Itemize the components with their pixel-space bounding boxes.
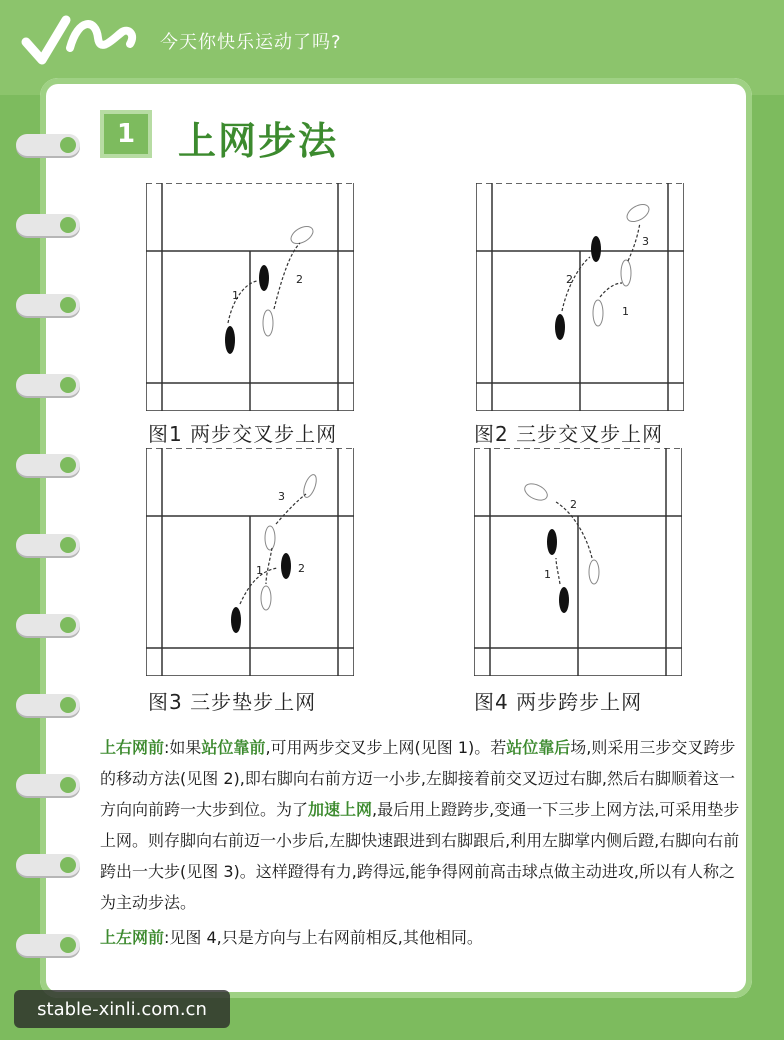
binder-ring — [16, 694, 80, 716]
step-label-2: 2 — [298, 562, 305, 575]
step-label-1: 1 — [232, 289, 239, 302]
figure-4-caption: 图4 两步跨步上网 — [474, 690, 643, 714]
footprint-icon — [231, 473, 319, 633]
binder-ring — [16, 774, 80, 796]
paragraph-highlight: 站位靠前 — [201, 738, 266, 757]
paragraph-text: :见图 4,只是方向与上右网前相反,其他相同。 — [164, 928, 483, 947]
paragraph-text: 场,则采用三步交叉跨步的移动方法(见图 2),即右脚向右前方迈一小步,左脚接着前交叉迈过右脚,然后右脚顺着这一方向向前跨一大步到位。为了 — [100, 738, 736, 819]
body-text — [100, 732, 740, 957]
section-title: 上网步法 — [178, 119, 339, 163]
section-number-badge: 1 — [100, 110, 152, 158]
figure-2-caption: 图2 三步交叉步上网 — [474, 422, 664, 446]
paragraph-right-net — [100, 732, 740, 918]
binder-ring — [16, 614, 80, 636]
checkmark-logo-icon — [18, 8, 148, 68]
figure-2-court-diagram — [476, 183, 684, 411]
step-label-1: 1 — [622, 305, 629, 318]
footprint-icon — [522, 481, 599, 613]
paragraph-text: ,可用两步交叉步上网(见图 1)。若 — [265, 738, 507, 757]
paragraph-text: :如果 — [164, 738, 202, 757]
binder-ring — [16, 294, 80, 316]
figure-1-caption: 图1 两步交叉步上网 — [148, 422, 338, 446]
figure-1-court-diagram — [146, 183, 354, 411]
footprint-icon — [555, 201, 652, 340]
binder-ring — [16, 534, 80, 556]
paragraph-highlight: 站位靠后 — [506, 738, 571, 757]
paragraph-lead: 上左网前 — [100, 928, 165, 947]
binder-ring — [16, 134, 80, 156]
step-label-3: 3 — [278, 490, 285, 503]
step-label-1: 1 — [256, 564, 263, 577]
paragraph-highlight: 加速上网 — [308, 800, 373, 819]
figure-4-court-diagram — [474, 448, 682, 676]
binder-ring — [16, 214, 80, 236]
paragraph-lead: 上右网前 — [100, 738, 165, 757]
binder-ring — [16, 454, 80, 476]
binder-ring — [16, 934, 80, 956]
paragraph-text: ,最后用上蹬跨步,变通一下三步上网方法,可采用垫步上网。则存脚向右前迈一小步后,左脚快速跟进到右脚跟后,利用左脚掌内侧后蹬,右脚向右前跨出一大步(见图 3)。这样蹬得有力,跨得远,能争得网前高击球点做主动进攻,所以有人称之为主动步法。 — [100, 800, 740, 912]
figure-3-court-diagram — [146, 448, 354, 676]
header-tagline: 今天你快乐运动了吗? — [160, 32, 342, 53]
binder-ring — [16, 854, 80, 876]
binder-ring — [16, 374, 80, 396]
step-label-3: 3 — [642, 235, 649, 248]
step-label-1: 1 — [544, 568, 551, 581]
paragraph-left-net — [100, 922, 740, 953]
step-label-2: 2 — [570, 498, 577, 511]
figure-3-caption: 图3 三步垫步上网 — [148, 690, 317, 714]
watermark: stable-xinli.com.cn — [14, 990, 230, 1028]
step-label-2: 2 — [566, 273, 573, 286]
step-label-2: 2 — [296, 273, 303, 286]
